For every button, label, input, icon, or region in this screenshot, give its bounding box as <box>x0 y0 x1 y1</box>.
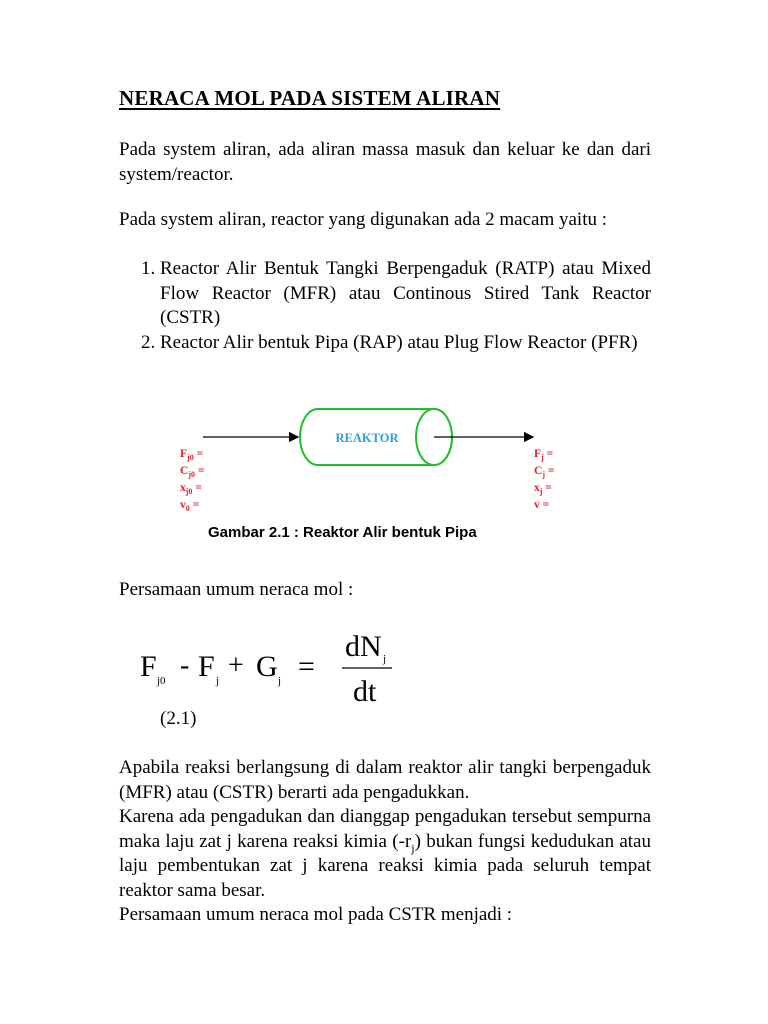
paragraph-perfect-mixing-b: ) bukan fungsi kedudukan atau laju pembentukan zat j karena reaksi kimia pada seluruh tempat reaktor sama besar. <box>119 830 651 901</box>
outlet-label-concentration: $C_j$ = <box>534 465 555 479</box>
inlet-label-flow: $F_{j0}$ = <box>180 448 204 462</box>
inlet-label-concentration: $C_{j0}$ = <box>180 465 205 479</box>
list-item: 1. Reactor Alir Bentuk Tangki Berpengaduk (RATP) atau Mixed Flow Reactor (MFR) atau Continous Stired Tank Reactor (CSTR) <box>160 257 651 331</box>
page-title: NERACA MOL PADA SISTEM ALIRAN <box>119 86 501 110</box>
eq-flow-out: F <box>198 650 215 683</box>
paragraph-cstr-equation-intro: Persamaan umum neraca mol pada CSTR menjadi : <box>119 904 513 925</box>
paragraph-general-equation-intro: Persamaan umum neraca mol : <box>119 579 354 600</box>
paragraph-perfect-mixing-a: Karena ada pengadukan dan dianggap pengadukan tersebut sempurna maka laju zat j karena reaksi kimia (-r <box>119 806 651 852</box>
equation-number: (2.1) <box>160 708 197 729</box>
eq-generation: G <box>256 650 278 683</box>
eq-numerator-subscript: j <box>383 653 387 665</box>
paragraph-cstr-explanation <box>119 756 651 928</box>
list-item: 2. Reactor Alir bentuk Pipa (RAP) atau Plug Flow Reactor (PFR) <box>160 331 651 356</box>
eq-equals: = <box>298 650 315 683</box>
reactor-label: REAKTOR <box>335 431 399 445</box>
eq-flow-in: F <box>140 650 157 683</box>
eq-flow-out-subscript: j <box>216 675 220 687</box>
paragraph-rate-subscript: j <box>411 840 415 855</box>
paragraph-intro: Pada system aliran, ada aliran massa masuk dan keluar ke dan dari system/reactor. <box>119 139 651 185</box>
reactor-types-list <box>119 257 651 355</box>
plug-flow-reactor-diagram <box>170 398 570 518</box>
eq-generation-subscript: j <box>278 675 282 687</box>
eq-plus: + <box>228 650 244 681</box>
eq-numerator: dN <box>345 630 382 663</box>
eq-flow-in-subscript: j0 <box>157 675 166 687</box>
outlet-labels <box>534 448 554 511</box>
outlet-label-conversion: $x_j$ = <box>534 482 552 496</box>
paragraph-stirring-note: Apabila reaksi berlangsung di dalam reaktor alir tangki berpengaduk (MFR) atau (CSTR) berarti ada pengadukkan. <box>119 757 651 803</box>
eq-denominator: dt <box>353 675 377 708</box>
outlet-label-flow: $F_j$ = <box>534 448 554 462</box>
inlet-label-volumetric-flow: $v_0$ = <box>180 499 200 513</box>
mole-balance-equation <box>140 618 440 718</box>
paragraph-reactor-types-intro: Pada system aliran, reactor yang digunakan ada 2 macam yaitu : <box>119 209 608 230</box>
inlet-labels <box>180 448 204 513</box>
figure-caption: Gambar 2.1 : Reaktor Alir bentuk Pipa <box>208 524 477 541</box>
eq-minus: - <box>180 650 190 681</box>
inlet-label-conversion: $x_{j0}$ = <box>180 482 202 496</box>
outlet-label-volumetric-flow: v = <box>534 499 550 511</box>
